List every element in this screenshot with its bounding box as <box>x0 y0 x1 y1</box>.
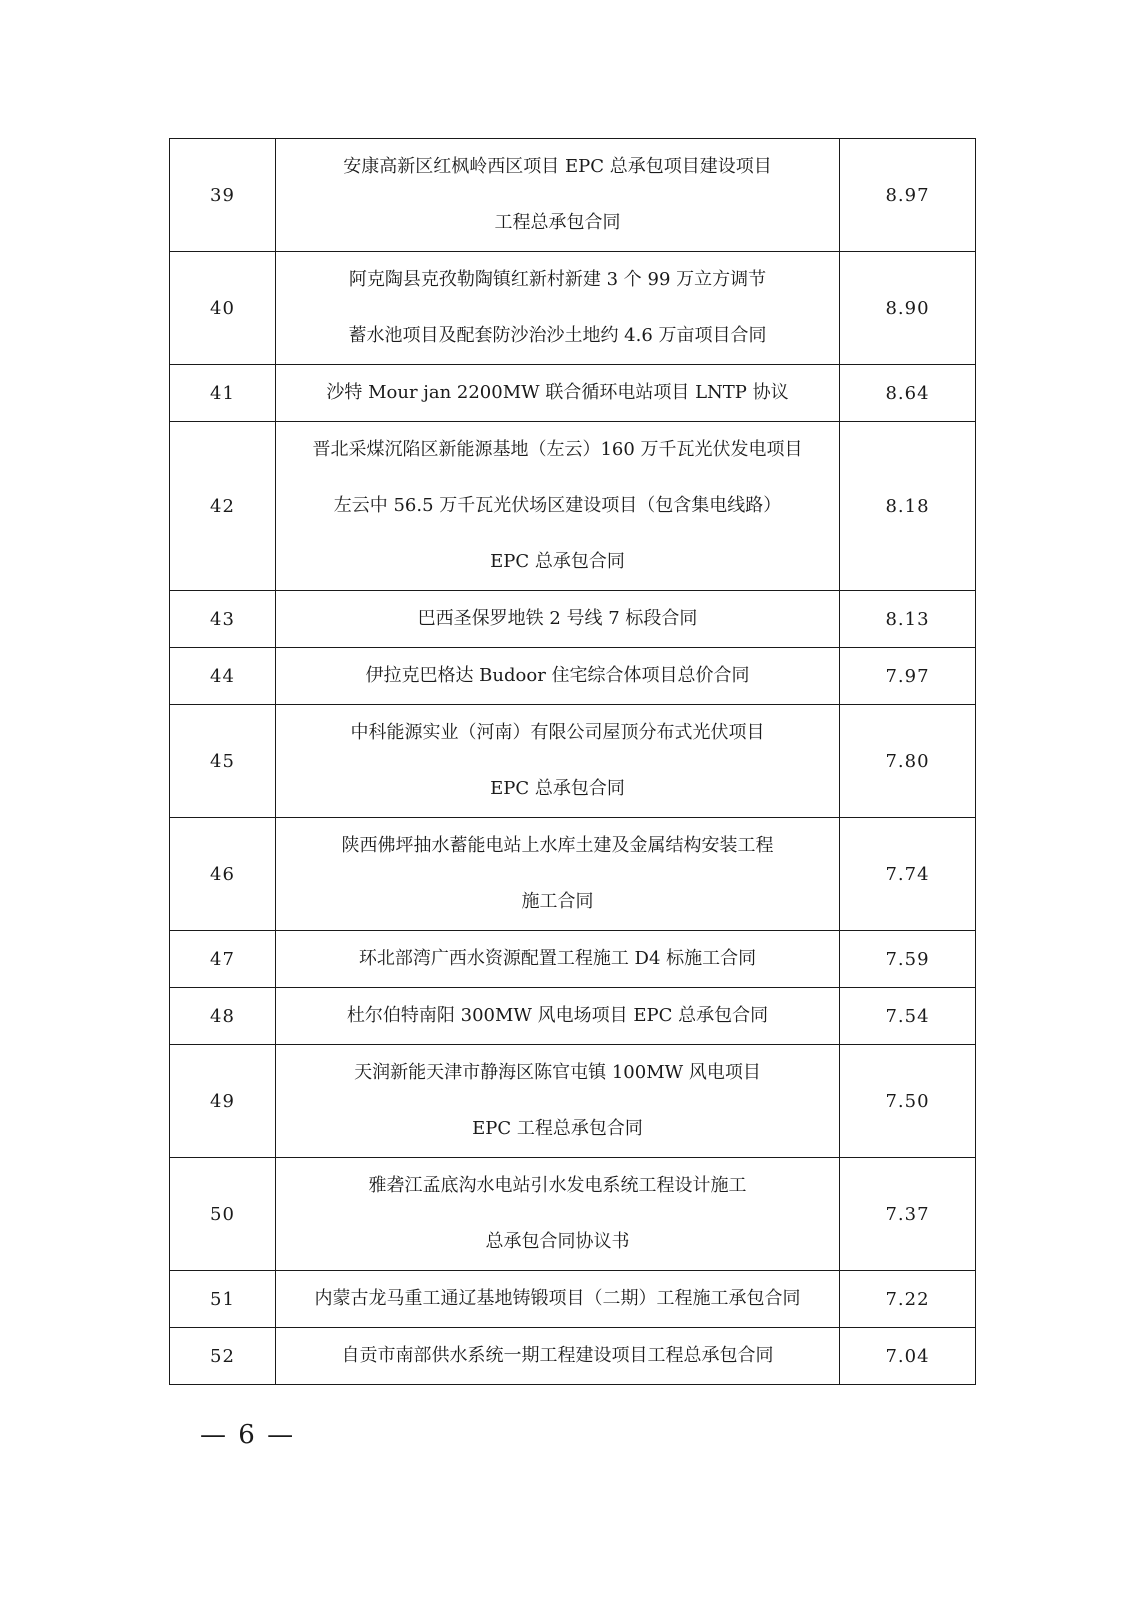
contract-name-line: 施工合同 <box>521 891 594 912</box>
contract-name <box>276 705 840 818</box>
contract-amount: 7.50 <box>840 1045 976 1158</box>
row-number: 44 <box>170 648 276 705</box>
row-number: 41 <box>170 365 276 422</box>
contract-name <box>276 648 840 705</box>
row-number: 50 <box>170 1158 276 1271</box>
contract-table <box>169 138 976 1385</box>
contract-name-line: 沙特 Mour jan 2200MW 联合循环电站项目 LNTP 协议 <box>326 382 789 403</box>
contract-name-line: 环北部湾广西水资源配置工程施工 D4 标施工合同 <box>358 948 757 969</box>
contract-name-line: 杜尔伯特南阳 300MW 风电场项目 EPC 总承包合同 <box>346 1005 769 1026</box>
contract-name-line: 中科能源实业（河南）有限公司屋顶分布式光伏项目 <box>350 722 765 743</box>
contract-amount: 8.18 <box>840 422 976 591</box>
contract-amount: 7.04 <box>840 1328 976 1385</box>
row-number: 39 <box>170 139 276 252</box>
contract-name <box>276 931 840 988</box>
contract-name-line: 巴西圣保罗地铁 2 号线 7 标段合同 <box>417 608 698 629</box>
contract-amount: 7.80 <box>840 705 976 818</box>
table-row <box>170 1045 976 1158</box>
table-row <box>170 422 976 591</box>
table-row <box>170 931 976 988</box>
contract-name-line: EPC 总承包合同 <box>490 551 625 572</box>
table-row <box>170 818 976 931</box>
table-row <box>170 139 976 252</box>
contract-amount: 7.97 <box>840 648 976 705</box>
contract-amount: 8.13 <box>840 591 976 648</box>
row-number: 49 <box>170 1045 276 1158</box>
table-body <box>170 139 976 1385</box>
contract-name-line: 雅砻江孟底沟水电站引水发电系统工程设计施工 <box>368 1175 747 1196</box>
contract-name-line: EPC 总承包合同 <box>490 778 625 799</box>
contract-name <box>276 818 840 931</box>
row-number: 40 <box>170 252 276 365</box>
contract-name-line: 自贡市南部供水系统一期工程建设项目工程总承包合同 <box>341 1345 774 1366</box>
table-row <box>170 365 976 422</box>
contract-name-line: 晋北采煤沉陷区新能源基地（左云）160 万千瓦光伏发电项目 <box>312 439 803 460</box>
contract-name <box>276 988 840 1045</box>
table-row <box>170 1328 976 1385</box>
contract-amount: 7.54 <box>840 988 976 1045</box>
contract-name-line: 总承包合同协议书 <box>485 1231 630 1252</box>
contract-amount: 7.59 <box>840 931 976 988</box>
table-row <box>170 988 976 1045</box>
contract-name <box>276 365 840 422</box>
contract-name-line: 陕西佛坪抽水蓄能电站上水库土建及金属结构安装工程 <box>341 835 774 856</box>
table-row <box>170 648 976 705</box>
contract-name <box>276 139 840 252</box>
contract-amount: 7.37 <box>840 1158 976 1271</box>
row-number: 52 <box>170 1328 276 1385</box>
contract-name <box>276 1271 840 1328</box>
contract-name-line: 安康高新区红枫岭西区项目 EPC 总承包项目建设项目 <box>343 156 772 177</box>
contract-name-line: 蓄水池项目及配套防沙治沙土地约 4.6 万亩项目合同 <box>348 325 767 346</box>
row-number: 45 <box>170 705 276 818</box>
row-number: 47 <box>170 931 276 988</box>
contract-name-line: 内蒙古龙马重工通辽基地铸锻项目（二期）工程施工承包合同 <box>314 1288 801 1309</box>
contract-name-line: 伊拉克巴格达 Budoor 住宅综合体项目总价合同 <box>365 665 750 686</box>
contract-amount: 7.22 <box>840 1271 976 1328</box>
contract-amount: 8.64 <box>840 365 976 422</box>
row-number: 42 <box>170 422 276 591</box>
contract-name <box>276 252 840 365</box>
table-row <box>170 1158 976 1271</box>
contract-name-line: 左云中 56.5 万千瓦光伏场区建设项目（包含集电线路） <box>333 495 782 516</box>
contract-name <box>276 591 840 648</box>
contract-amount: 7.74 <box>840 818 976 931</box>
contract-name <box>276 422 840 591</box>
row-number: 51 <box>170 1271 276 1328</box>
contract-amount: 8.90 <box>840 252 976 365</box>
contract-name <box>276 1328 840 1385</box>
contract-name-line: 阿克陶县克孜勒陶镇红新村新建 3 个 99 万立方调节 <box>348 269 767 290</box>
page-number: — 6 — <box>200 1420 296 1450</box>
table-row <box>170 705 976 818</box>
contract-name-line: 工程总承包合同 <box>494 212 621 233</box>
row-number: 48 <box>170 988 276 1045</box>
contract-name <box>276 1158 840 1271</box>
contract-name-line: EPC 工程总承包合同 <box>472 1118 643 1139</box>
table-row <box>170 591 976 648</box>
contract-amount: 8.97 <box>840 139 976 252</box>
contract-name-line: 天润新能天津市静海区陈官屯镇 100MW 风电项目 <box>354 1062 761 1083</box>
contract-name <box>276 1045 840 1158</box>
row-number: 43 <box>170 591 276 648</box>
table-row <box>170 1271 976 1328</box>
table-row <box>170 252 976 365</box>
row-number: 46 <box>170 818 276 931</box>
